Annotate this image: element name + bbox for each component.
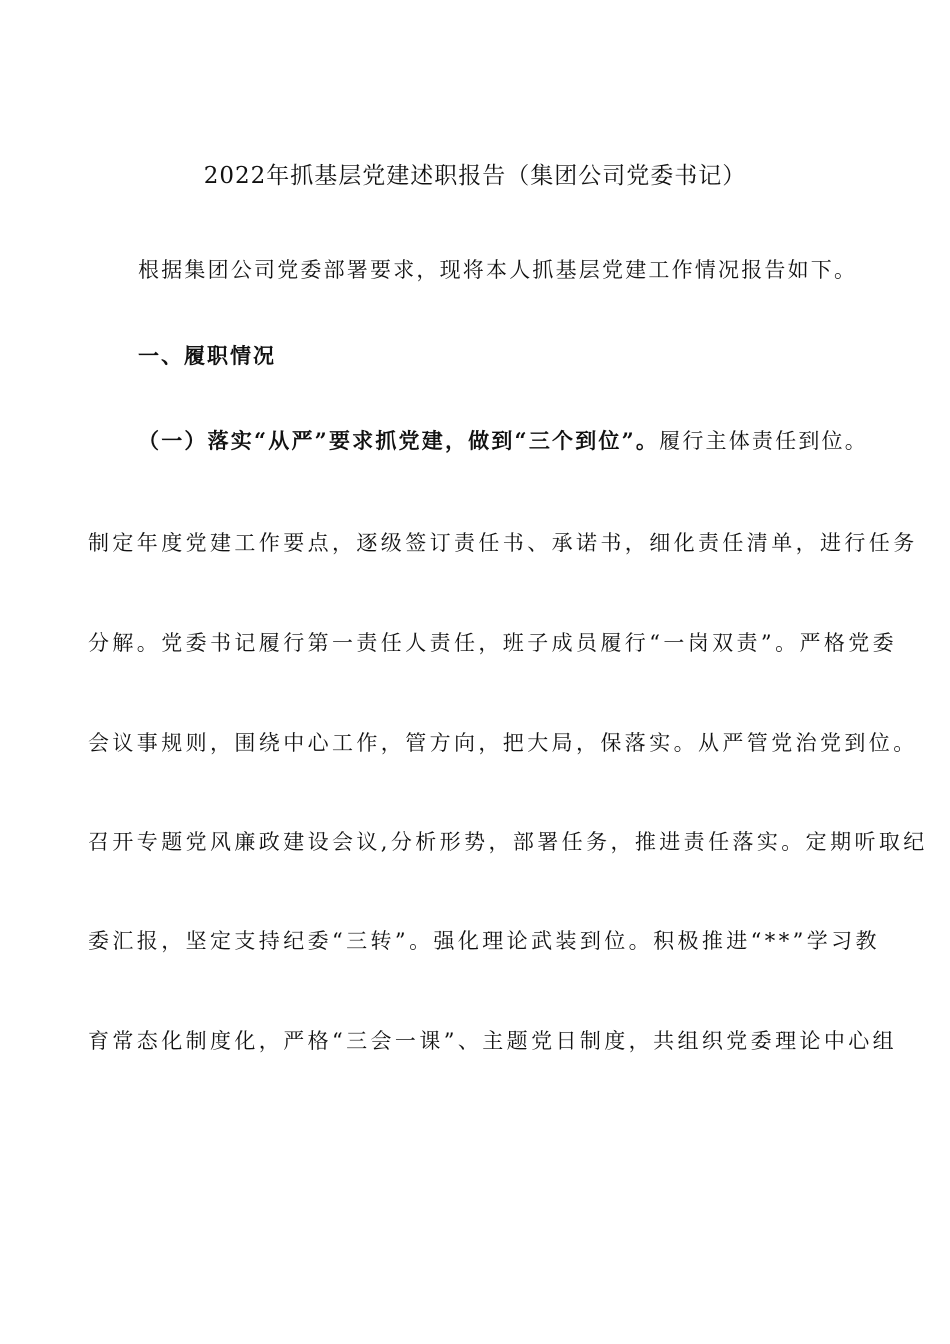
- body-line: 制定年度党建工作要点，逐级签订责任书、承诺书，细化责任清单，进行任务: [88, 531, 918, 555]
- subsection-text: 履行主体责任到位。: [659, 429, 868, 453]
- body-line: 委汇报，坚定支持纪委“三转”。强化理论武装到位。积极推进“**”学习教: [88, 929, 880, 953]
- body-line: 育常态化制度化，严格“三会一课”、主题党日制度，共组织党委理论中心组: [88, 1029, 898, 1053]
- body-line: 召开专题党风廉政建设会议,分析形势，部署任务，推进责任落实。定期听取纪: [88, 830, 928, 854]
- subsection-heading: （一）落实“从严”要求抓党建，做到“三个到位”。: [138, 428, 660, 453]
- intro-paragraph: 根据集团公司党委部署要求，现将本人抓基层党建工作情况报告如下。: [138, 258, 858, 282]
- subsection-line: [138, 426, 928, 456]
- section-heading: 一、履职情况: [138, 343, 276, 368]
- body-line: 会议事规则，围绕中心工作，管方向，把大局，保落实。从严管党治党到位。: [88, 731, 918, 755]
- document-title: 2022年抓基层党建述职报告（集团公司党委书记）: [203, 163, 747, 189]
- body-line: 分解。党委书记履行第一责任人责任，班子成员履行“一岗双责”。严格党委: [88, 631, 898, 655]
